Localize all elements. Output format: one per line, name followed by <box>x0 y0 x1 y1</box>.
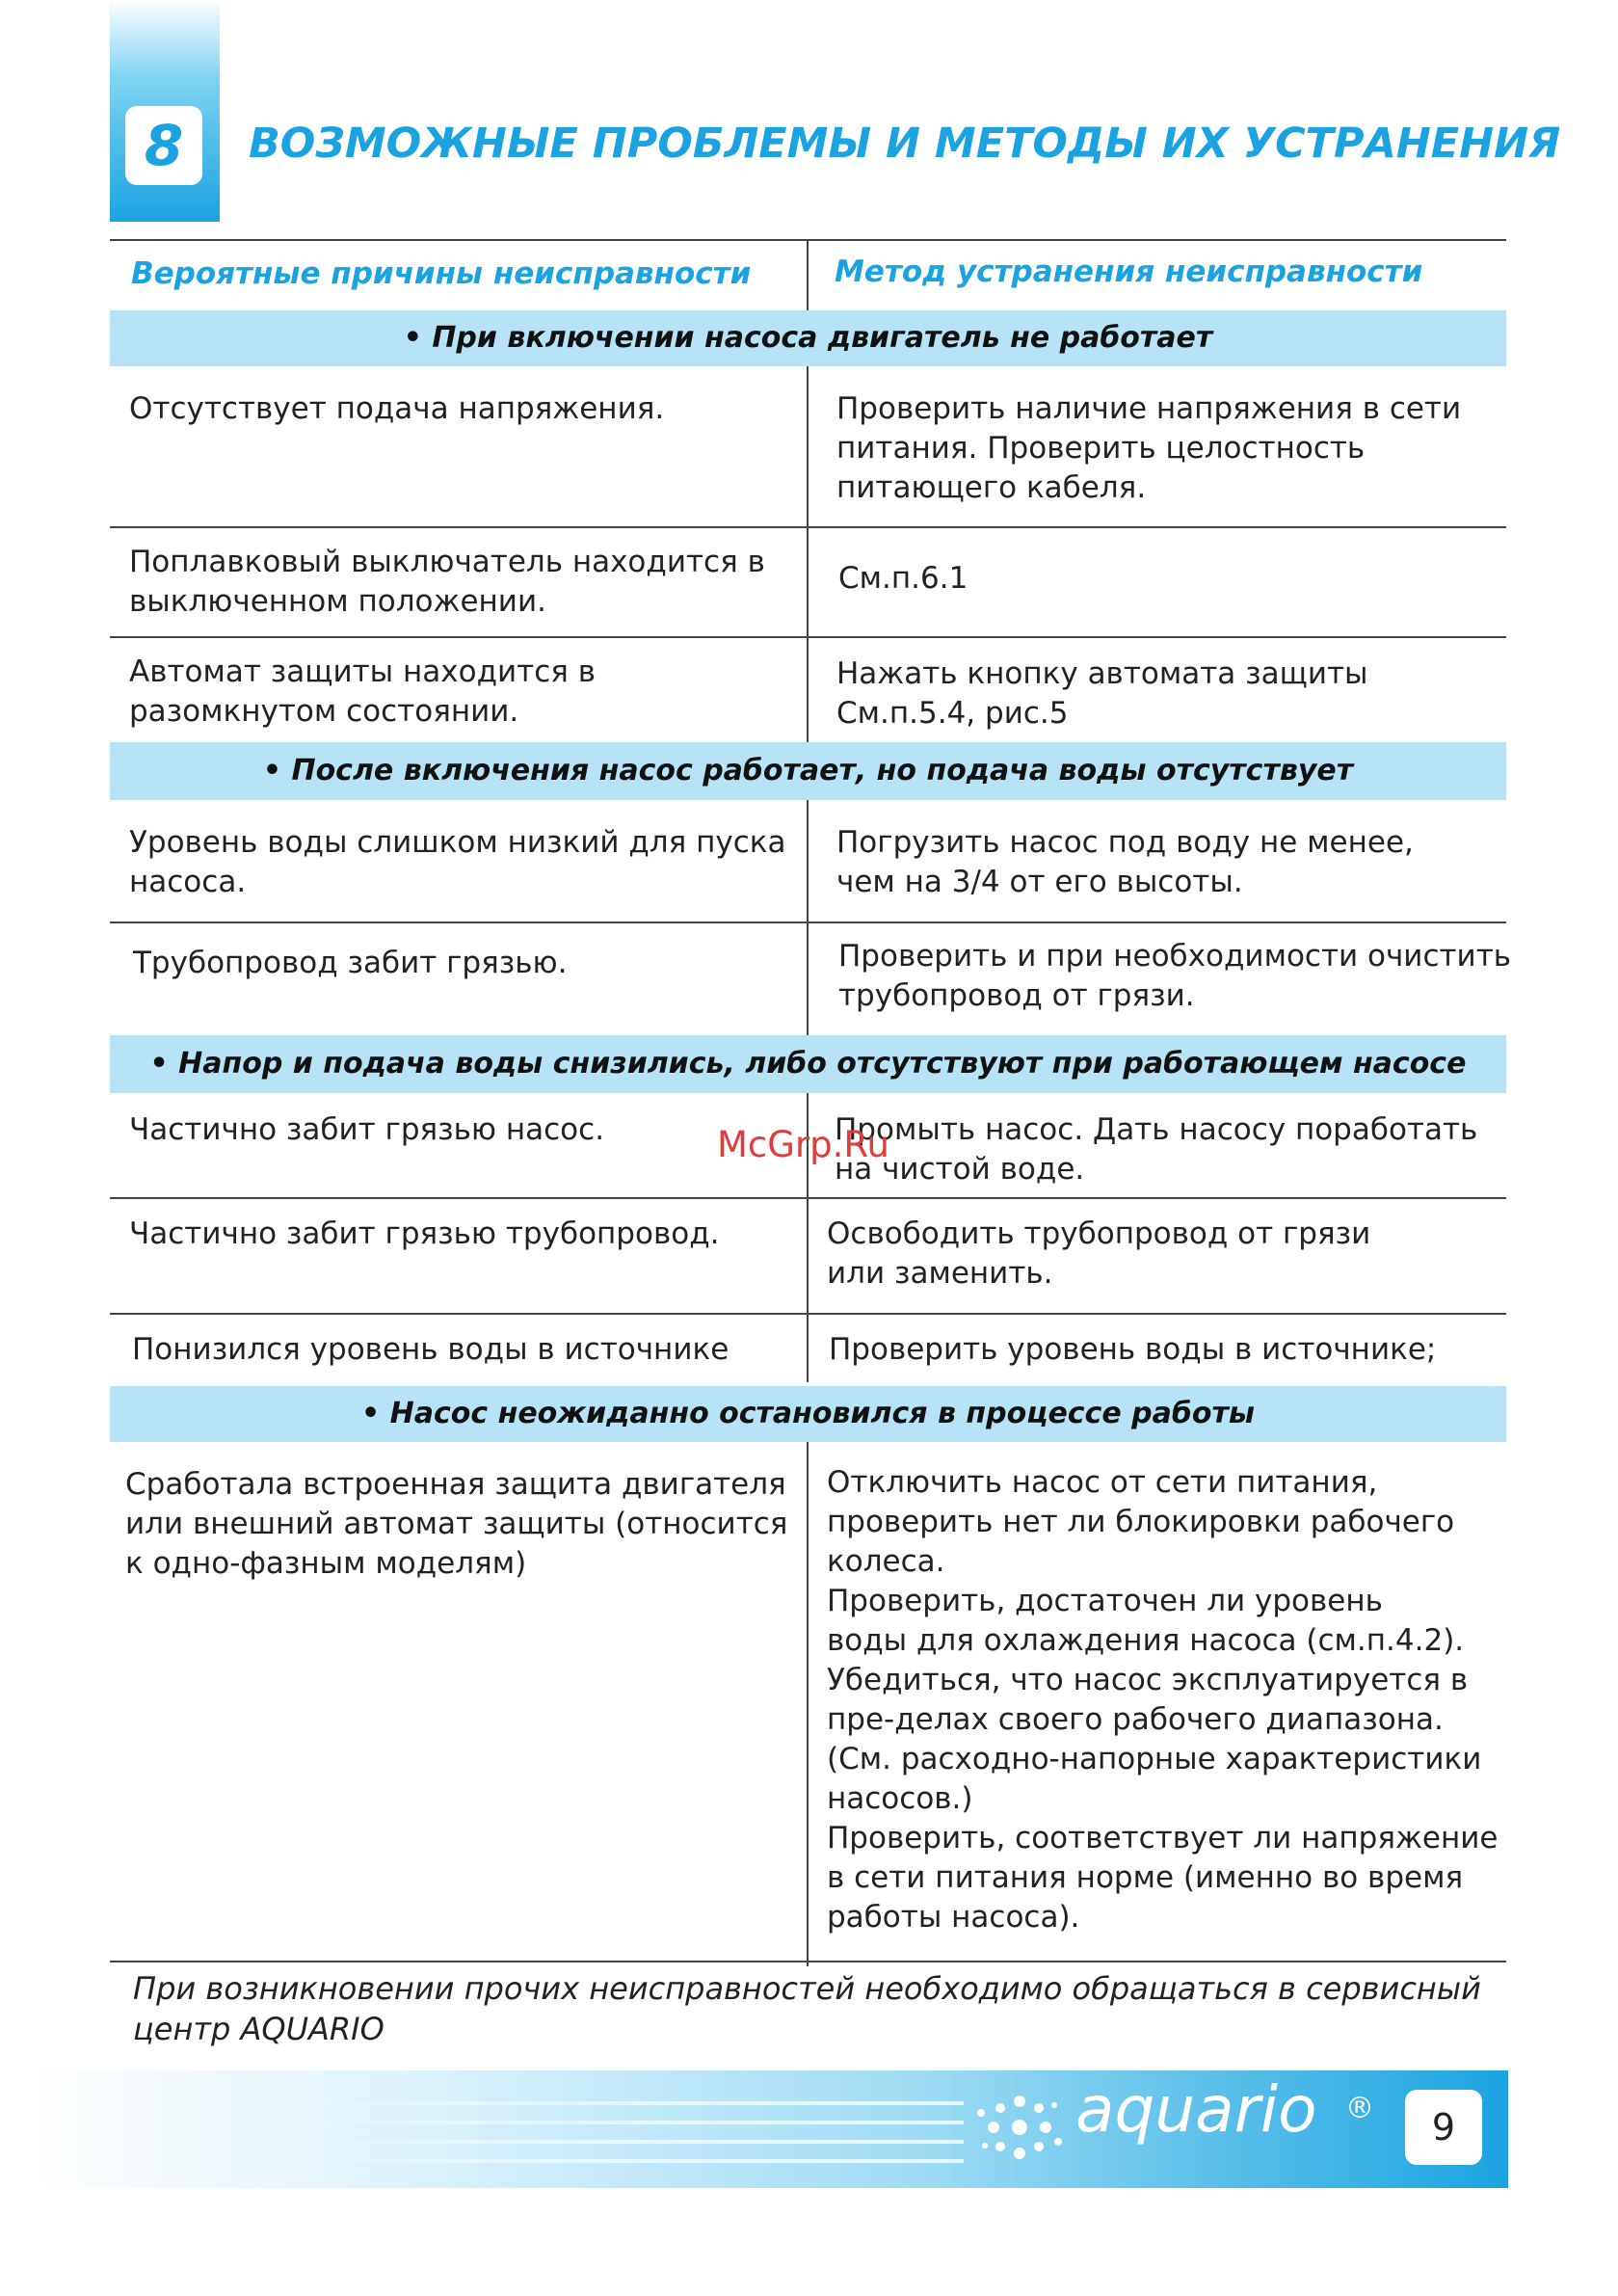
column-divider <box>807 239 809 310</box>
section-title: • После включения насос работает, но подача воды отсутствует <box>262 754 1354 788</box>
table-row-cause: Сработала встроенная защита двигателя или внешний автомат защиты (относится к одно-фазным моделям) <box>125 1467 788 1581</box>
table-row-cause: Поплавковый выключатель находится в выключенном положении. <box>129 545 765 619</box>
footer-stripe <box>328 2140 964 2144</box>
aquario-logo-icon <box>971 2084 1068 2171</box>
row-divider <box>110 526 1506 528</box>
table-row-method: Проверить наличие напряжения в сети питания. Проверить целостность питающего кабеля. <box>836 391 1462 505</box>
section-band <box>110 742 1506 800</box>
table-row-method: Нажать кнопку автомата защиты См.п.5.4, рис.5 <box>836 656 1368 731</box>
section-title: • При включении насоса двигатель не работает <box>403 321 1213 355</box>
table-row-method: Проверить и при необходимости очистить трубопровод от грязи. <box>838 939 1512 1013</box>
section-title: • Насос неожиданно остановился в процессе работы <box>361 1397 1255 1430</box>
table-row-method: См.п.6.1 <box>838 561 968 596</box>
page-number: 9 <box>1431 2106 1456 2149</box>
table-row-cause: Частично забит грязью трубопровод. <box>129 1216 720 1251</box>
section-band <box>110 1386 1506 1442</box>
footer-stripe <box>308 2121 964 2124</box>
chapter-number: 8 <box>144 113 184 178</box>
column-header-causes: Вероятные причины неисправности <box>131 256 752 291</box>
page-number-badge <box>1405 2090 1482 2165</box>
watermark: McGrp.Ru <box>717 1124 889 1165</box>
footer-stripe <box>347 2159 964 2163</box>
table-row-cause: Понизился уровень воды в источнике <box>132 1332 729 1367</box>
table-row-cause: Автомат защиты находится в разомкнутом состоянии. <box>129 654 597 729</box>
row-divider <box>110 1313 1506 1315</box>
row-divider <box>110 1197 1506 1199</box>
section-band <box>110 1035 1506 1093</box>
table-row-cause: Трубопровод забит грязью. <box>133 946 568 980</box>
column-divider <box>807 366 809 742</box>
table-row-method: Проверить уровень воды в источнике; <box>829 1332 1437 1367</box>
section-band <box>110 310 1506 366</box>
column-divider <box>807 1442 809 1966</box>
aquario-logo-text: aquario <box>1075 2072 1317 2147</box>
table-row-method: Освободить трубопровод от грязи или заменить. <box>827 1216 1371 1291</box>
row-divider <box>110 636 1506 638</box>
table-row-method: Погрузить насос под воду не менее, чем на 3/4 от его высоты. <box>836 825 1414 899</box>
table-bottom-border <box>110 1961 1506 1962</box>
column-header-methods: Метод устранения неисправности <box>835 254 1423 289</box>
table-row-method: Отключить насос от сети питания, проверить нет ли блокировки рабочего колеса. Проверить, достаточен ли уровень воды для охлаждения насоса (см.п.4.2). Убедиться, что насос эксплуатируется в пре-делах своего рабочего диапазона. (См. расходно-напорные характеристики насосов.) Проверить, соответствует ли напряжение в сети питания норме (именно во время работы насоса). <box>827 1465 1499 1935</box>
registered-mark: ® <box>1345 2092 1374 2125</box>
row-divider <box>110 921 1506 923</box>
footer-note: При возникновении прочих неисправностей необходимо обращаться в сервисный центр AQUARIO <box>133 1970 1481 2047</box>
page-title: ВОЗМОЖНЫЕ ПРОБЛЕМЫ И МЕТОДЫ ИХ УСТРАНЕНИЯ <box>249 120 1561 168</box>
footer-stripe <box>289 2101 964 2105</box>
section-title: • Напор и подача воды снизились, либо отсутствуют при работающем насосе <box>149 1047 1467 1081</box>
chapter-number-badge <box>125 106 202 185</box>
table-row-cause: Частично забит грязью насос. <box>129 1112 605 1147</box>
table-row-cause: Уровень воды слишком низкий для пуска насоса. <box>129 825 786 899</box>
column-divider <box>807 800 809 1035</box>
table-row-cause: Отсутствует подача напряжения. <box>129 391 665 426</box>
table-row-method: Промыть насос. Дать насосу поработать на чистой воде. <box>835 1112 1478 1187</box>
